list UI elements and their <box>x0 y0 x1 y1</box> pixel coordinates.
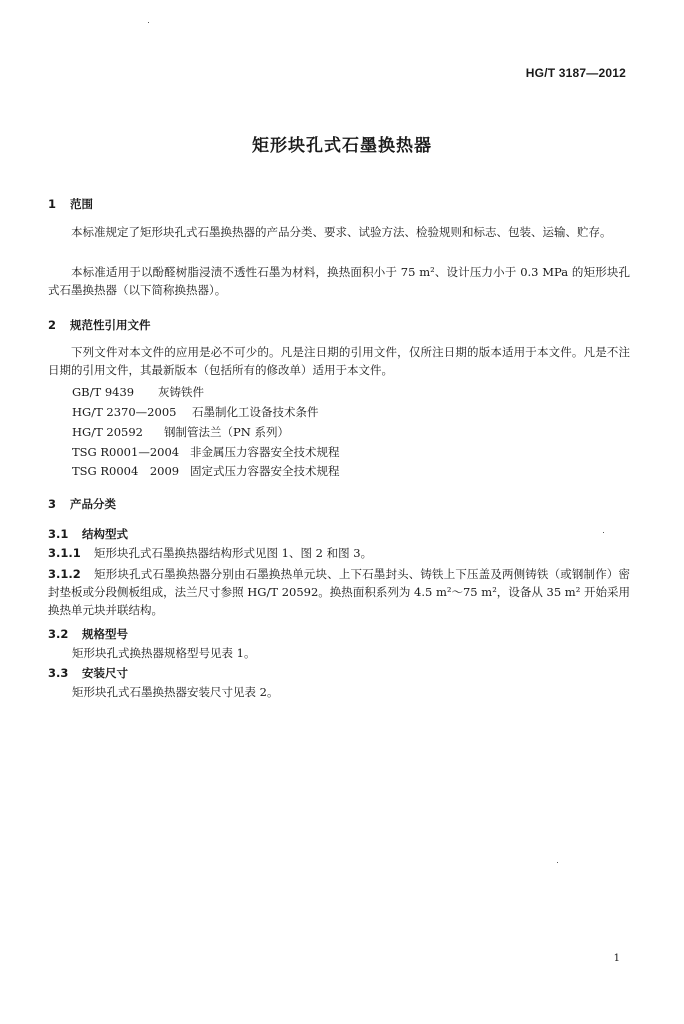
section-number: 2 <box>48 318 57 332</box>
clause-text: 矩形块孔式石墨换热器结构形式见图 1、图 2 和图 3。 <box>94 546 373 560</box>
reference-name: 石墨制化工设备技术条件 <box>192 405 319 419</box>
reference-item <box>72 444 340 460</box>
subsection-title: 结构型式 <box>82 527 128 541</box>
section-1-heading <box>48 196 93 212</box>
page-number: 1 <box>613 953 620 964</box>
subsection-number: 3.3 <box>48 666 69 680</box>
reference-name: 非金属压力容器安全技术规程 <box>190 445 340 459</box>
reference-name: 固定式压力容器安全技术规程 <box>190 464 340 478</box>
reference-name: 灰铸铁件 <box>158 385 204 399</box>
subsection-3-2-text: 矩形块孔式换热器规格型号见表 1。 <box>72 646 256 660</box>
subsection-title: 安装尺寸 <box>82 666 128 680</box>
reference-item <box>72 424 289 440</box>
reference-name: 钢制管法兰（PN 系列） <box>164 425 289 439</box>
scan-speck <box>148 22 149 23</box>
reference-code: HG/T 20592 <box>72 425 143 439</box>
section-title: 产品分类 <box>70 497 116 511</box>
reference-code: TSG R0004 2009 <box>72 464 180 478</box>
section-title: 规范性引用文件 <box>70 318 151 332</box>
section-1-paragraph-1: 本标准规定了矩形块孔式石墨换热器的产品分类、要求、试验方法、检验规则和标志、包装、运输、贮存。 <box>71 225 612 239</box>
reference-code: TSG R0001—2004 <box>72 445 180 459</box>
reference-item <box>72 404 319 420</box>
section-number: 1 <box>48 197 57 211</box>
scan-speck <box>603 532 604 533</box>
subsection-title: 规格型号 <box>82 627 128 641</box>
clause-number: 3.1.1 <box>48 546 81 560</box>
section-2-intro: 下列文件对本文件的应用是必不可少的。凡是注日期的引用文件，仅所注日期的版本适用于本文件。凡是不注日期的引用文件，其最新版本（包括所有的修改单）适用于本文件。 <box>48 345 630 377</box>
scan-speck <box>557 862 558 863</box>
clause-3-1-2 <box>48 565 630 619</box>
clause-text: 矩形块孔式石墨换热器分别由石墨换热单元块、上下石墨封头、铸铁上下压盖及两侧铸铁（或钢制作）密封垫板或分段侧板组成，法兰尺寸参照 HG/T 20592。换热面积系列为 4.5 m²～75 m²，设备从 35 m² 开始采用换热单元块并联结构。 <box>48 567 630 617</box>
subsection-3-1-heading <box>48 526 128 542</box>
subsection-number: 3.2 <box>48 627 69 641</box>
reference-item <box>72 463 340 479</box>
clause-number: 3.1.2 <box>48 567 81 581</box>
standard-code: HG/T 3187—2012 <box>525 66 626 80</box>
section-title: 范围 <box>70 197 93 211</box>
subsection-3-3-heading <box>48 665 128 681</box>
subsection-3-3-text: 矩形块孔式石墨换热器安装尺寸见表 2。 <box>72 685 279 699</box>
document-title: 矩形块孔式石墨换热器 <box>252 136 432 156</box>
clause-3-1-1 <box>48 545 372 561</box>
section-number: 3 <box>48 497 57 511</box>
reference-item <box>72 384 204 400</box>
section-2-heading <box>48 317 151 333</box>
section-3-heading <box>48 496 116 512</box>
section-1-paragraph-2: 本标准适用于以酚醛树脂浸渍不透性石墨为材料，换热面积小于 75 m²、设计压力小于 0.3 MPa 的矩形块孔式石墨换热器（以下简称换热器）。 <box>48 265 630 297</box>
reference-code: HG/T 2370—2005 <box>72 405 177 419</box>
subsection-3-2-heading <box>48 626 128 642</box>
subsection-number: 3.1 <box>48 527 69 541</box>
reference-code: GB/T 9439 <box>72 385 135 399</box>
